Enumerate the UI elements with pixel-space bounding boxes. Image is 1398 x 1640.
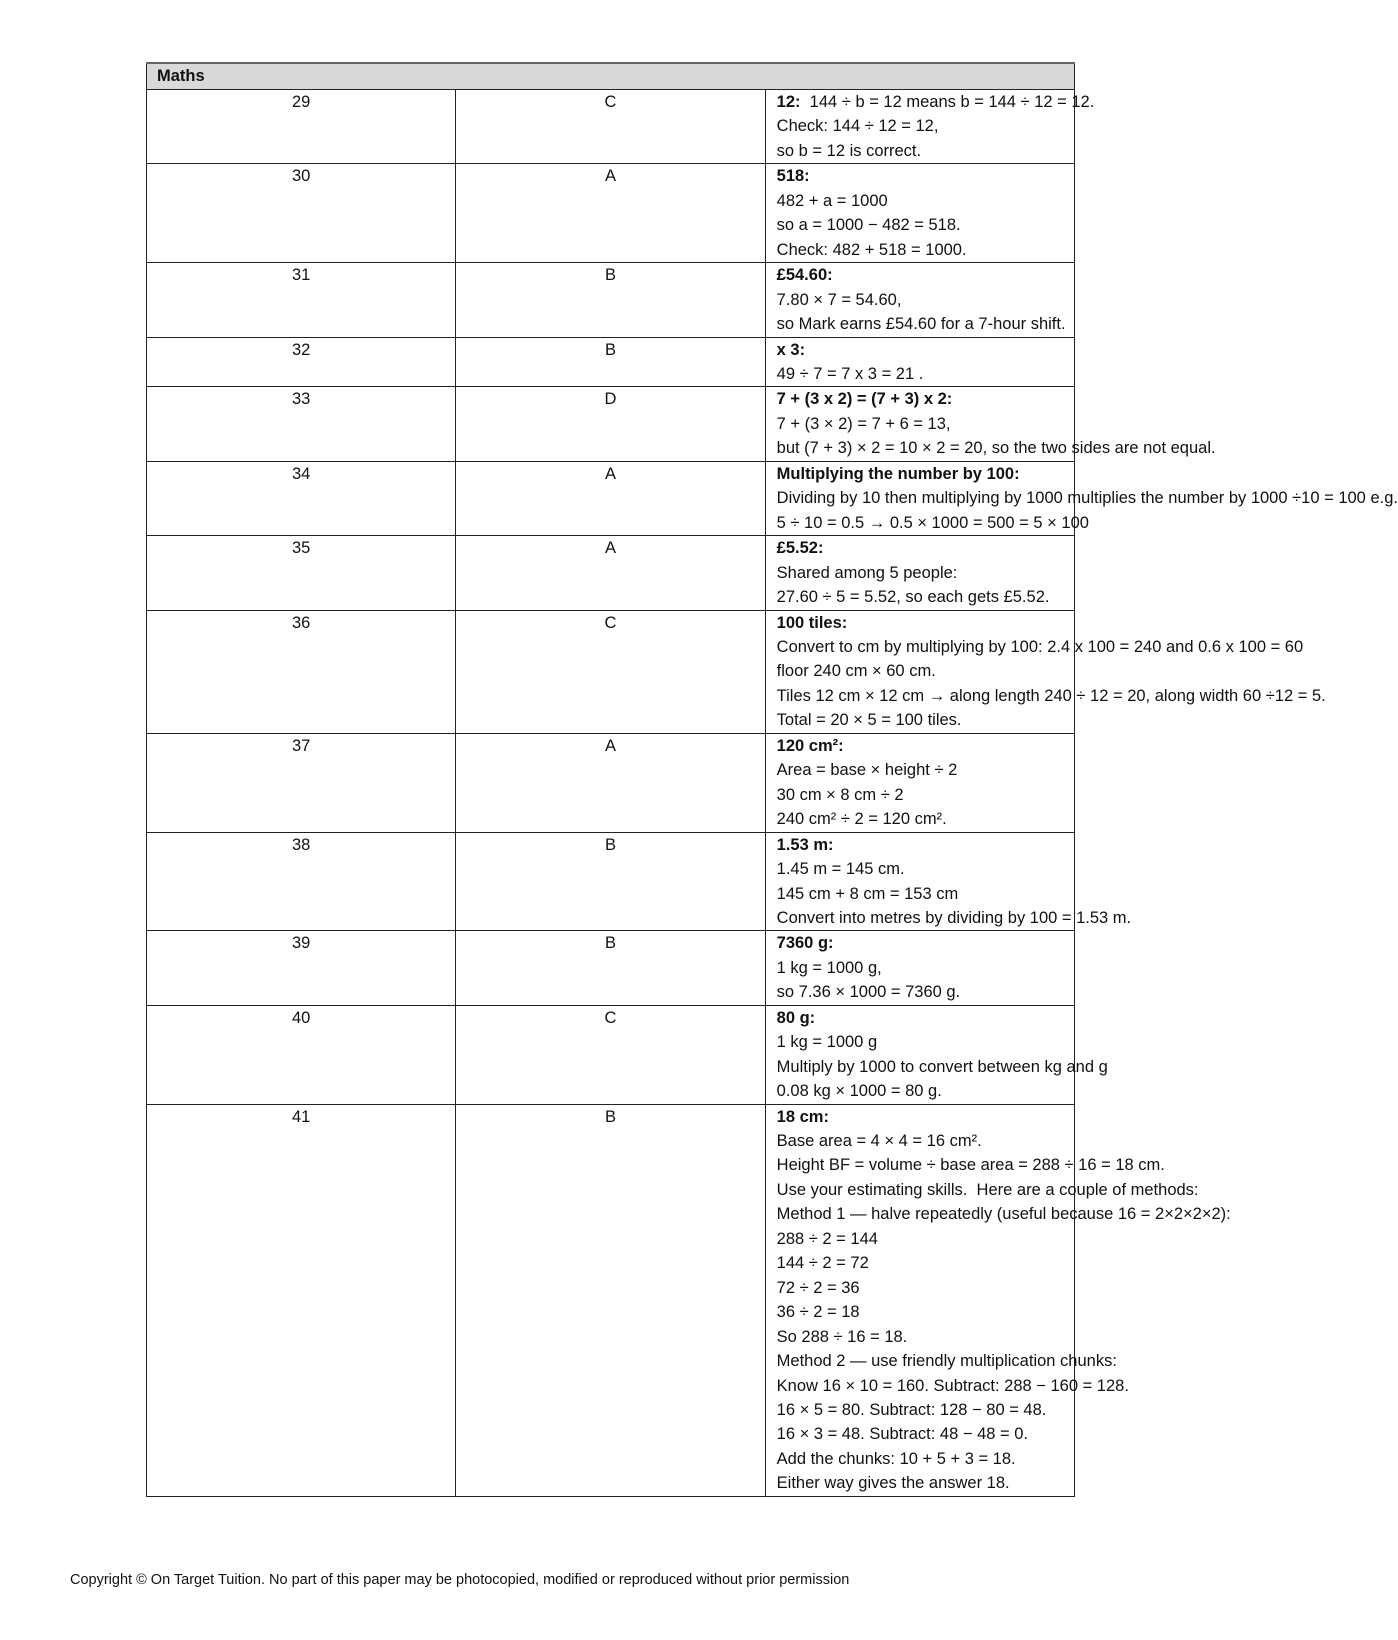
explanation-text: Convert into metres by dividing by 100 = 1.53 m. (776, 908, 1132, 927)
answer-heading: 1.53 m: (776, 835, 834, 854)
explanation-line (777, 412, 1068, 436)
explanation-line (777, 1447, 1068, 1471)
explanation-heading-line (777, 833, 1068, 857)
explanation-line (776, 436, 1216, 460)
explanation-heading-line (777, 387, 1068, 411)
explanation-heading-line (777, 1105, 1068, 1129)
explanation-line (777, 585, 1068, 609)
question-number-cell (147, 1104, 456, 1496)
explanation-line (776, 906, 1132, 930)
explanation-line (776, 1349, 1117, 1373)
question-number-cell (147, 263, 456, 337)
explanation-line (777, 1251, 1068, 1275)
explanation-text: Height BF = volume ÷ base area = 288 ÷ 16 = 18 cm. (776, 1156, 1165, 1175)
answer-letter-cell (456, 832, 765, 931)
table-row (147, 610, 1075, 733)
answer-letter: A (604, 736, 616, 755)
question-number: 36 (291, 613, 311, 632)
explanation-cell (765, 90, 1095, 164)
explanation-cell (765, 164, 1074, 263)
answer-heading: 120 cm²: (776, 736, 844, 755)
explanation-line (777, 1227, 1068, 1251)
question-number: 30 (291, 167, 311, 186)
answer-letter: C (604, 613, 617, 632)
explanation-line (777, 189, 1068, 213)
explanation-text: Area = base × height ÷ 2 (776, 761, 958, 780)
question-number-cell (147, 536, 456, 610)
question-number: 40 (291, 1008, 311, 1027)
table-row (147, 832, 1075, 931)
question-number-cell (147, 164, 456, 263)
answer-heading: 18 cm: (776, 1107, 829, 1126)
question-number: 31 (291, 266, 311, 285)
answer-letter: D (604, 390, 617, 409)
explanation-line (777, 783, 1068, 807)
table-row (147, 931, 1075, 1005)
explanation-line (777, 980, 1068, 1004)
explanation-line (777, 1325, 1068, 1349)
explanation-text: 16 × 3 = 48. Subtract: 48 − 48 = 0. (776, 1425, 1029, 1444)
question-number-cell (147, 832, 456, 931)
explanation-text: 1 kg = 1000 g (776, 1033, 878, 1052)
answer-letter-cell (456, 461, 765, 535)
explanation-cell (765, 931, 1074, 1005)
table-row (147, 263, 1075, 337)
question-number: 34 (291, 464, 311, 483)
explanation-cell (765, 832, 1132, 931)
answer-letter-cell (456, 931, 765, 1005)
explanation-text: Tiles 12 cm × 12 cm → along length 240 ÷ 12 = 20, along width 60 ÷12 = 5. (776, 686, 1326, 705)
explanation-line (777, 312, 1068, 336)
answer-heading: 80 g: (776, 1008, 816, 1027)
answer-heading: £54.60: (776, 266, 833, 285)
question-number: 33 (291, 390, 311, 409)
explanation-line (777, 857, 1068, 881)
explanation-text: so b = 12 is correct. (776, 141, 922, 160)
question-number: 38 (291, 835, 311, 854)
explanation-text: Multiply by 1000 to convert between kg and g (776, 1057, 1108, 1076)
answer-letter-cell (456, 337, 765, 387)
question-number-cell (147, 610, 456, 733)
explanation-text: 0.08 kg × 1000 = 80 g. (776, 1082, 942, 1101)
explanation-text: so a = 1000 − 482 = 518. (776, 216, 961, 235)
explanation-line (776, 635, 1304, 659)
answer-letter-cell (456, 536, 765, 610)
explanation-line (777, 213, 1068, 237)
copyright-footer: Copyright © On Target Tuition. No part of this paper may be photocopied, modified or reproduced without prior permission (70, 1572, 850, 1588)
answer-heading: 12: (776, 93, 801, 111)
table-row (147, 387, 1075, 461)
explanation-heading-line (777, 338, 1068, 362)
explanation-heading-line (776, 90, 1095, 114)
explanation-line (777, 561, 1068, 585)
answer-letter-cell (456, 387, 765, 461)
explanation-line (777, 1030, 1068, 1054)
explanation-text: Check: 482 + 518 = 1000. (776, 240, 967, 259)
explanation-heading-line (777, 734, 1068, 758)
answers-table (146, 62, 1398, 1497)
explanation-line (777, 708, 1068, 732)
explanation-cell (765, 733, 1074, 832)
explanation-text: floor 240 cm × 60 cm. (776, 662, 936, 681)
answer-letter: B (604, 340, 616, 359)
question-number-cell (147, 387, 456, 461)
table-row (147, 1104, 1075, 1496)
explanation-line (776, 511, 1089, 535)
answer-heading: 518: (776, 167, 810, 186)
explanation-line (777, 1422, 1068, 1446)
explanation-line (776, 1374, 1129, 1398)
explanation-cell (765, 610, 1326, 733)
answer-heading: Multiplying the number by 100: (776, 464, 1020, 483)
explanation-line (776, 1055, 1108, 1079)
explanation-heading-line (777, 611, 1068, 635)
explanation-heading-line (777, 931, 1068, 955)
explanation-line (777, 659, 1068, 683)
explanation-line (777, 956, 1068, 980)
explanation-cell (765, 337, 1074, 387)
question-number-cell (147, 90, 456, 164)
explanation-line (777, 1300, 1068, 1324)
explanation-cell (765, 461, 1398, 535)
explanation-cell (765, 1104, 1231, 1496)
explanation-line (777, 1079, 1068, 1103)
explanation-text: 72 ÷ 2 = 36 (776, 1278, 860, 1297)
explanation-line (777, 1276, 1068, 1300)
explanation-heading-line (777, 263, 1068, 287)
explanation-line (777, 807, 1068, 831)
answer-heading: 100 tiles: (776, 613, 848, 632)
question-number: 37 (291, 736, 311, 755)
explanation-text: 7.80 × 7 = 54.60, (776, 290, 902, 309)
explanation-line (777, 238, 1068, 262)
explanation-cell (765, 1005, 1108, 1104)
explanation-text: 7 + (3 × 2) = 7 + 6 = 13, (776, 414, 951, 433)
explanation-text: Dividing by 10 then multiplying by 1000 multiplies the number by 1000 ÷10 = 100 e.g. (776, 489, 1398, 508)
answer-letter: A (604, 539, 616, 558)
explanation-text: Base area = 4 × 4 = 16 cm². (776, 1132, 982, 1151)
explanation-text: 288 ÷ 2 = 144 (776, 1229, 878, 1248)
explanation-line (777, 758, 1068, 782)
explanation-line (777, 1398, 1068, 1422)
explanation-text: 27.60 ÷ 5 = 5.52, so each gets £5.52. (776, 588, 1050, 607)
explanation-heading-line (777, 164, 1068, 188)
explanation-text: but (7 + 3) × 2 = 10 × 2 = 20, so the two sides are not equal. (776, 439, 1216, 458)
explanation-text: Convert to cm by multiplying by 100: 2.4 x 100 = 240 and 0.6 x 100 = 60 (776, 637, 1304, 656)
explanation-text: 144 ÷ b = 12 means b = 144 ÷ 12 = 12. (800, 93, 1095, 111)
explanation-line (776, 1202, 1231, 1226)
explanation-text: So 288 ÷ 16 = 18. (776, 1327, 908, 1346)
explanation-line (776, 1178, 1199, 1202)
explanation-cell (765, 387, 1216, 461)
answer-letter: A (604, 167, 616, 186)
explanation-heading-line (777, 536, 1068, 560)
table-row (147, 536, 1075, 610)
subject-header-row (147, 63, 1075, 90)
answer-heading: x 3: (776, 340, 806, 359)
question-number: 39 (291, 934, 311, 953)
explanation-text: Add the chunks: 10 + 5 + 3 = 18. (776, 1449, 1016, 1468)
answer-letter-cell (456, 1005, 765, 1104)
table-row (147, 461, 1075, 535)
table-row (147, 1005, 1075, 1104)
explanation-text: 482 + a = 1000 (776, 191, 888, 210)
explanation-line (777, 882, 1068, 906)
answer-letter: B (604, 934, 616, 953)
question-number: 35 (291, 539, 311, 558)
subject-header: Maths (147, 63, 1075, 90)
explanation-text: 1 kg = 1000 g, (776, 958, 882, 977)
question-number-cell (147, 931, 456, 1005)
explanation-cell (765, 536, 1074, 610)
explanation-line (777, 1471, 1068, 1495)
explanation-text: 240 cm² ÷ 2 = 120 cm². (776, 810, 947, 829)
explanation-text: 49 ÷ 7 = 7 x 3 = 21 . (776, 364, 924, 383)
question-number-cell (147, 1005, 456, 1104)
explanation-line (777, 362, 1068, 386)
answer-letter: C (604, 93, 617, 111)
explanation-text: 144 ÷ 2 = 72 (776, 1254, 869, 1273)
explanation-text: Either way gives the answer 18. (776, 1474, 1010, 1493)
table-row (147, 733, 1075, 832)
answer-heading: 7 + (3 x 2) = (7 + 3) x 2: (776, 390, 953, 409)
question-number-cell (147, 733, 456, 832)
answer-letter-cell (456, 263, 765, 337)
explanation-text: Check: 144 ÷ 12 = 12, (776, 117, 939, 136)
answer-letter: A (604, 464, 616, 483)
explanation-text: 5 ÷ 10 = 0.5 → 0.5 × 1000 = 500 = 5 × 100 (776, 513, 1089, 532)
explanation-text: 30 cm × 8 cm ÷ 2 (776, 785, 904, 804)
table-row (147, 337, 1075, 387)
answer-letter-cell (456, 164, 765, 263)
table-row (147, 164, 1075, 263)
answer-heading: 7360 g: (776, 934, 834, 953)
explanation-heading-line (777, 1006, 1068, 1030)
answer-letter: B (604, 835, 616, 854)
answer-letter-cell (456, 1104, 765, 1496)
explanation-line (776, 1153, 1165, 1177)
question-number: 32 (291, 340, 311, 359)
explanation-text: Total = 20 × 5 = 100 tiles. (776, 711, 962, 730)
explanation-text: 145 cm + 8 cm = 153 cm (776, 884, 959, 903)
explanation-text: so Mark earns £54.60 for a 7-hour shift. (776, 315, 1066, 334)
answer-letter-cell (456, 90, 765, 164)
answer-letter: B (604, 266, 616, 285)
question-number: 41 (291, 1107, 311, 1126)
answer-letter-cell (456, 733, 765, 832)
answer-heading: £5.52: (776, 539, 824, 558)
table-row (147, 90, 1075, 164)
explanation-line (776, 486, 1398, 510)
question-number-cell (147, 337, 456, 387)
explanation-text: so 7.36 × 1000 = 7360 g. (776, 983, 961, 1002)
explanation-line (777, 139, 1068, 163)
answer-letter-cell (456, 610, 765, 733)
explanation-heading-line (777, 462, 1068, 486)
explanation-line (777, 288, 1068, 312)
answer-letter: C (604, 1008, 617, 1027)
explanation-text: Shared among 5 people: (776, 563, 958, 582)
explanation-line (776, 684, 1326, 708)
explanation-text: 16 × 5 = 80. Subtract: 128 − 80 = 48. (776, 1401, 1047, 1420)
answer-letter: B (604, 1107, 616, 1126)
explanation-line (777, 1129, 1068, 1153)
explanation-cell (765, 263, 1074, 337)
question-number: 29 (291, 93, 311, 111)
explanation-text: Know 16 × 10 = 160. Subtract: 288 − 160 = 128. (776, 1376, 1129, 1395)
explanation-text: Method 2 — use friendly multiplication chunks: (776, 1352, 1117, 1371)
explanation-text: Method 1 — halve repeatedly (useful because 16 = 2×2×2×2): (776, 1205, 1231, 1224)
explanation-text: Use your estimating skills. Here are a couple of methods: (776, 1180, 1199, 1199)
explanation-line (777, 114, 1068, 138)
question-number-cell (147, 461, 456, 535)
explanation-text: 36 ÷ 2 = 18 (776, 1303, 860, 1322)
explanation-text: 1.45 m = 145 cm. (776, 860, 905, 879)
